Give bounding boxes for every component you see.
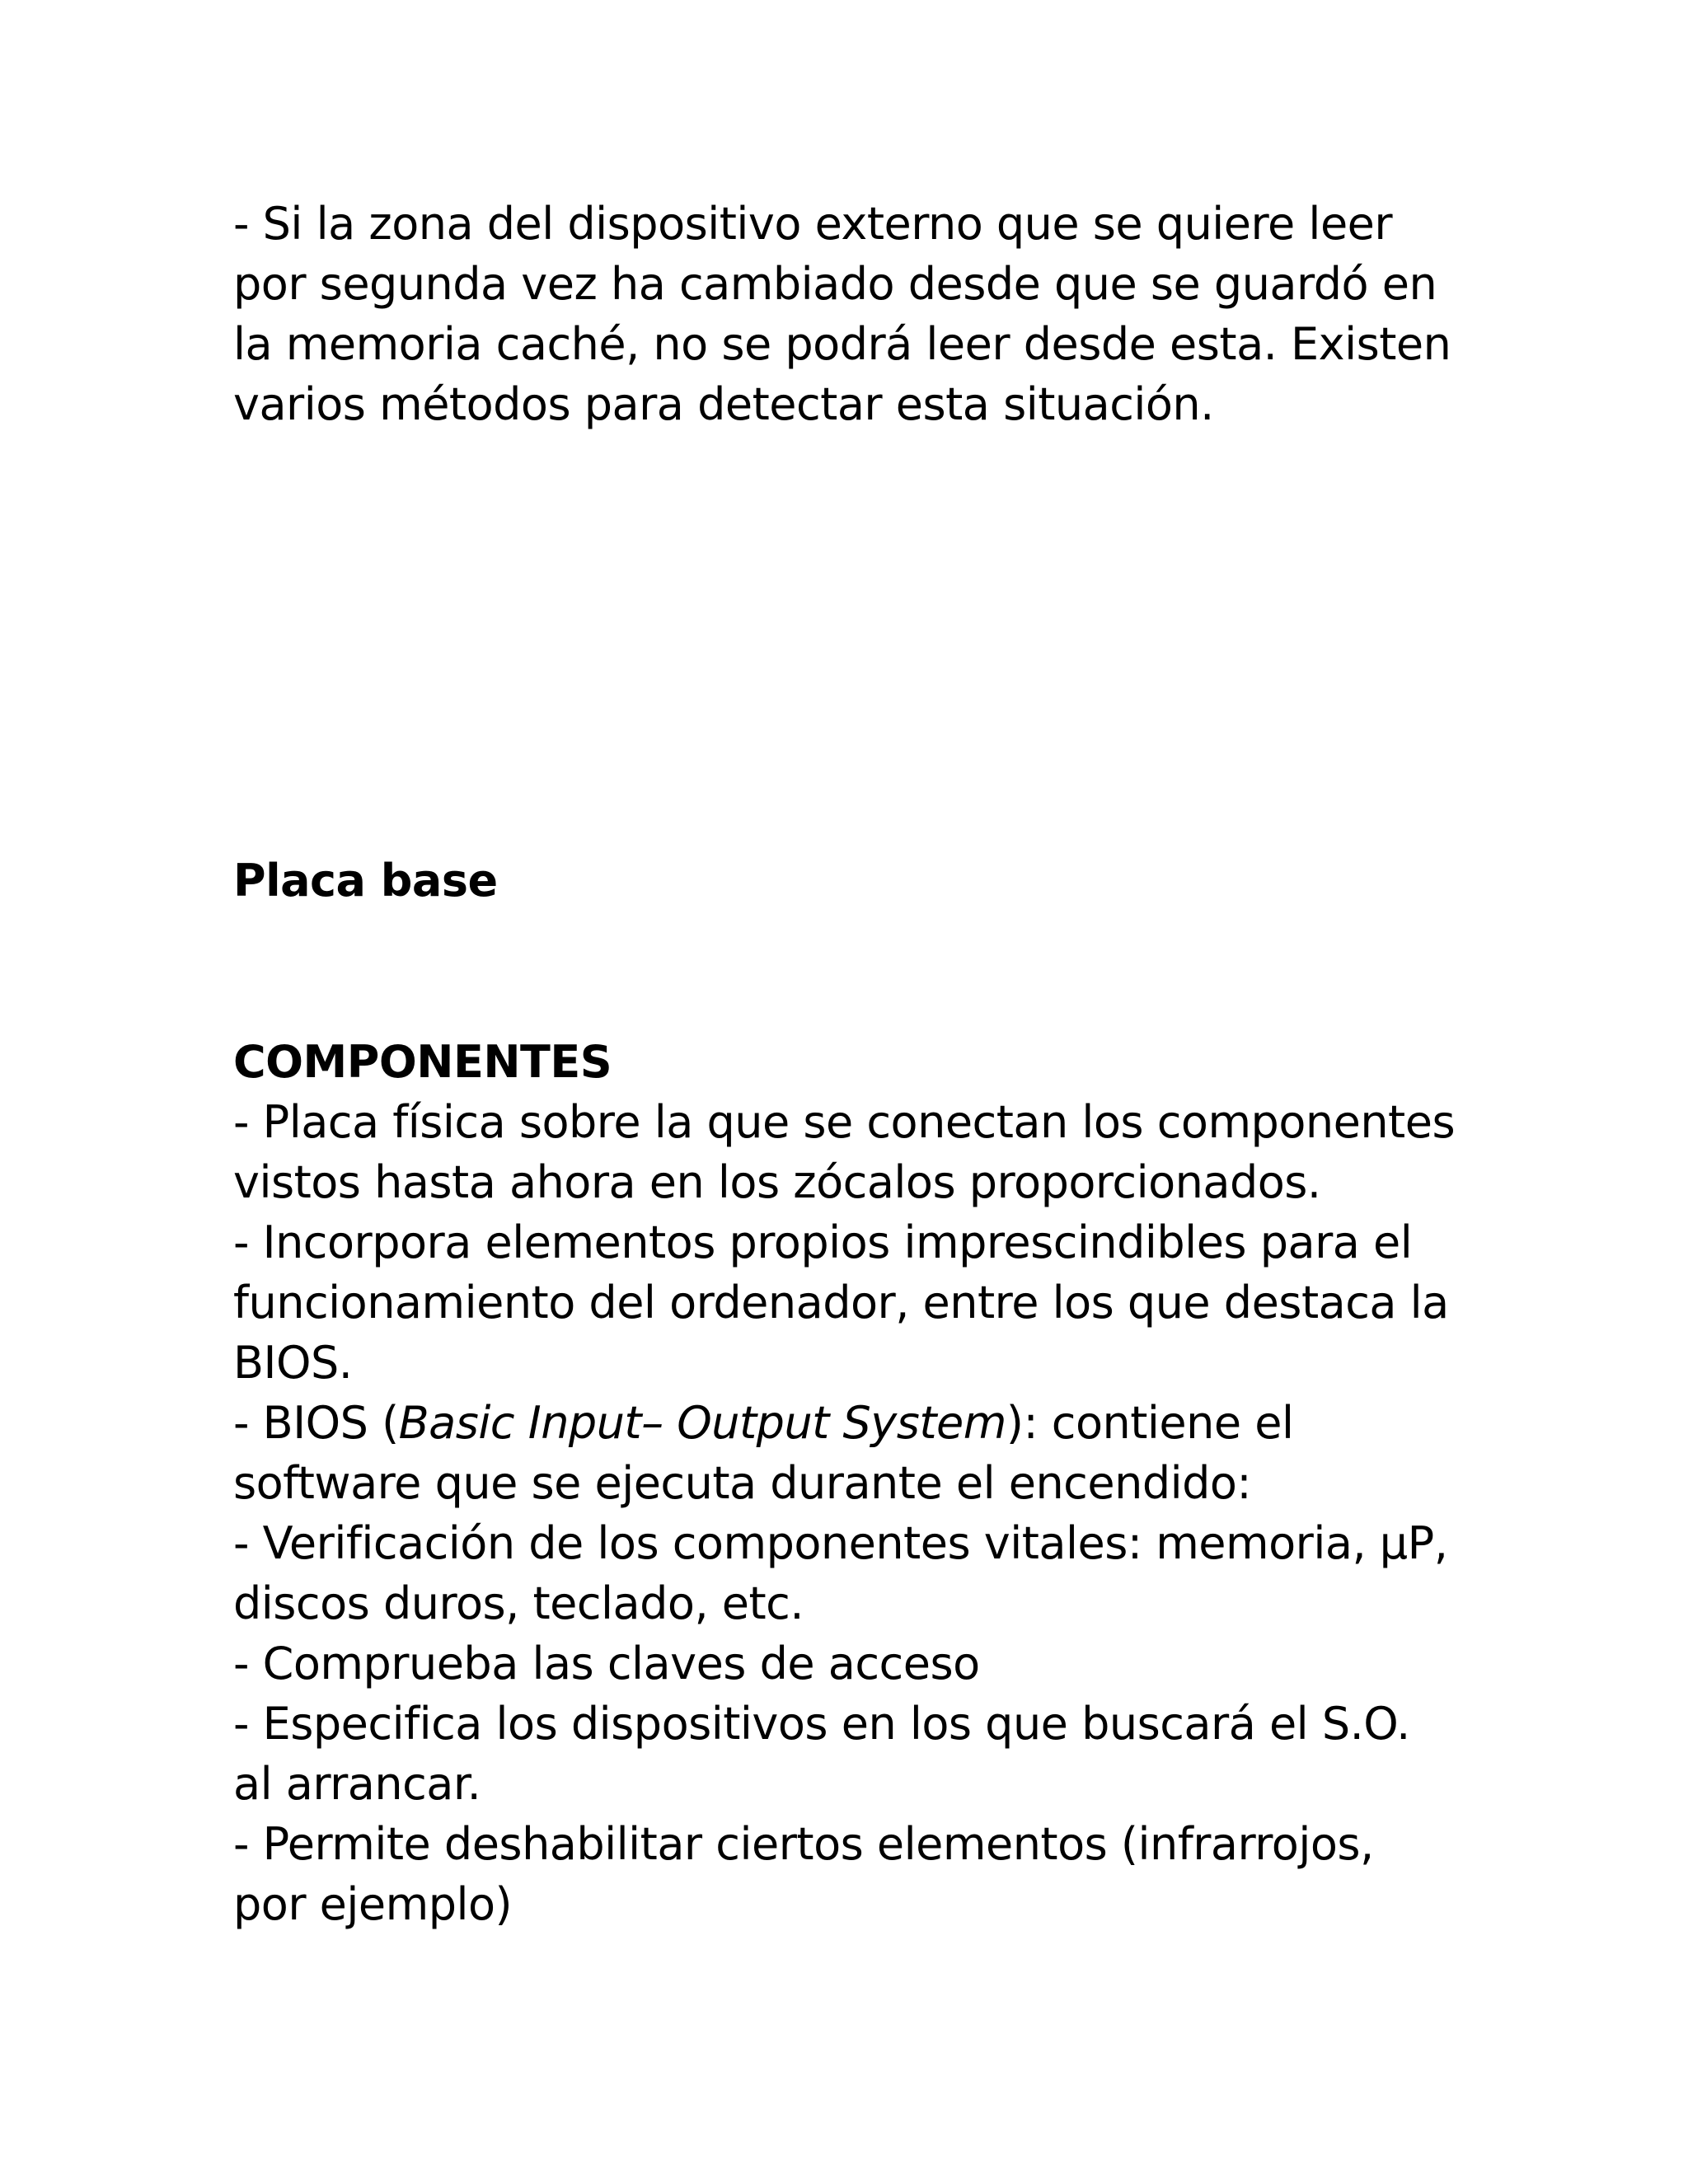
text-line: por ejemplo) [233,1878,513,1930]
section-heading: Placa base [233,855,498,907]
text-line: discos duros, teclado, etc. [233,1577,804,1629]
text-line: al arrancar. [233,1758,481,1810]
bios-prefix: - BIOS ( [233,1397,399,1449]
text-line: software que se ejecuta durante el encendido: [233,1457,1252,1509]
text-line: BIOS. [233,1337,353,1389]
text-line: - Si la zona del dispositivo externo que se quiere leer [233,198,1393,250]
text-line: - Incorpora elementos propios imprescindibles para el [233,1216,1413,1268]
text-line: - Especifica los dispositivos en los que buscará el S.O. [233,1698,1410,1750]
text-line: - Verificación de los componentes vitales: memoria, µP, [233,1517,1448,1569]
text-line: funcionamiento del ordenador, entre los que destaca la [233,1277,1449,1329]
text-line: - Placa física sobre la que se conectan los componentes [233,1096,1456,1148]
text-line: varios métodos para detectar esta situación. [233,378,1214,430]
intro-paragraph [233,194,1519,434]
text-line: vistos hasta ahora en los zócalos proporcionados. [233,1156,1321,1208]
placa-base-section [233,851,1519,911]
bios-line [233,1393,1519,1453]
componentes-section [233,1032,1519,1934]
text-line: - Comprueba las claves de acceso [233,1638,980,1690]
subsection-heading: COMPONENTES [233,1036,612,1088]
bios-expansion: Basic Input– Output System [398,1397,1006,1449]
text-line: la memoria caché, no se podrá leer desde esta. Existen [233,318,1451,370]
text-line: - Permite deshabilitar ciertos elementos (infrarrojos, [233,1818,1374,1870]
bios-suffix: ): contiene el [1006,1397,1294,1449]
text-line: por segunda vez ha cambiado desde que se guardó en [233,258,1437,310]
